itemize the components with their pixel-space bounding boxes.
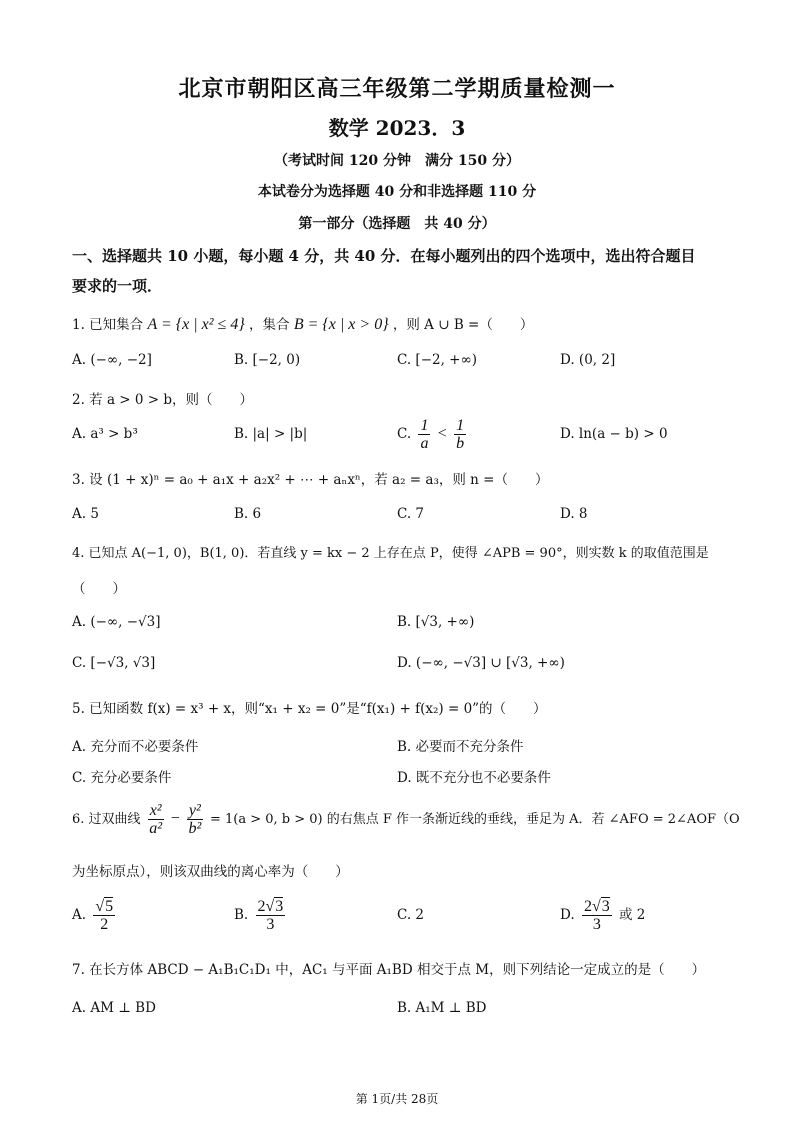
- q3-option-a: A. 5: [72, 506, 99, 522]
- q5-option-c: C. 充分必要条件: [72, 770, 172, 786]
- q1-option-a: A. (−∞, −2]: [72, 352, 152, 368]
- exam-info: （考试时间 120 分钟 满分 150 分）: [274, 153, 520, 169]
- fraction-sqrt5-over-2: $\frac{√5}{2}$: [95, 898, 114, 933]
- section-instruction-line2: 要求的一项．: [72, 277, 163, 295]
- section-instruction-line1: 一、选择题共 10 小题，每小题 4 分，共 40 分．在每小题列出的四个选项中，选出符合题目: [72, 247, 696, 265]
- q5-option-a: A. 充分而不必要条件: [72, 739, 199, 755]
- page-title: 北京市朝阳区高三年级第二学期质量检测一: [178, 76, 616, 102]
- question-4-stem-line2: （ ）: [72, 581, 126, 597]
- page-number-footer: 第 1页/共 28页: [355, 1092, 439, 1106]
- q2-option-b: B. |a| > |b|: [234, 426, 308, 442]
- fraction-2sqrt3-over-3: $\frac{2√3}{3}$: [257, 898, 284, 933]
- q4-option-b: B. [√3, +∞): [397, 614, 475, 630]
- fraction-1-over-a: $\frac{1}{a}$: [420, 417, 429, 452]
- question-1-stem: 1. 已知集合 A = {x | x² ≤ 4} ，集合 B = {x | x > 0} ，则 A ∪ B =（ ）: [72, 316, 534, 333]
- q4-option-d: D. (−∞, −√3] ∪ [√3, +∞): [397, 655, 565, 671]
- q3-option-b: B. 6: [234, 506, 262, 522]
- q1-option-b: B. [−2, 0): [234, 352, 301, 368]
- q3-option-d: D. 8: [560, 506, 588, 522]
- q7-option-a: A. AM ⊥ BD: [72, 1000, 156, 1016]
- exam-composition: 本试卷分为选择题 40 分和非选择题 110 分: [257, 184, 537, 200]
- fraction-1-over-b: $\frac{1}{b}$: [456, 417, 465, 452]
- q4-option-c: C. [−√3, √3]: [72, 655, 156, 671]
- q6-option-a: A. $\frac{√5}{2}$: [72, 898, 114, 933]
- question-5-stem: 5. 已知函数 f(x) = x³ + x，则“x₁ + x₂ = 0”是“f(x₁) + f(x₂) = 0”的（ ）: [72, 701, 547, 717]
- q6-option-b: B. $\frac{2√3}{3}$: [234, 898, 284, 933]
- q7-option-b: B. A₁M ⊥ BD: [397, 1000, 487, 1016]
- question-4-stem-line1: 4. 已知点 A(−1, 0)，B(1, 0)．若直线 y = kx − 2 上存在点 P，使得 ∠APB = 90°，则实数 k 的取值范围是: [72, 546, 709, 561]
- question-6-stem-line1: 6. 过双曲线 $\frac{\text{x²}}{\text{a²}}$ − $\frac{\text{y²}}{\text{b²}}$ = 1(a > 0, b > 0) 的右焦点 F 作一条渐近线的垂线，垂足为 A．若 ∠AFO = 2∠AOF（O: [72, 802, 740, 837]
- fraction-2sqrt3-over-3-d: $\frac{2√3}{3}$: [583, 898, 610, 933]
- q5-option-b: B. 必要而不充分条件: [397, 739, 524, 755]
- q2-option-c: C. $\frac{1}{a}$ < $\frac{1}{b}$: [397, 417, 465, 452]
- subject-title: 数学 2023．3: [328, 116, 466, 140]
- q2-option-a: A. a³ > b³: [72, 426, 138, 442]
- fraction-y2-over-b2: $\frac{\text{y²}}{\text{b²}}$: [188, 802, 202, 837]
- q1-option-d: D. (0, 2]: [560, 352, 616, 368]
- set-b-expression: B = {x | x > 0}: [293, 316, 389, 333]
- q5-option-d: D. 既不充分也不必要条件: [397, 770, 551, 786]
- question-7-stem: 7. 在长方体 ABCD − A₁B₁C₁D₁ 中，AC₁ 与平面 A₁BD 相交于点 M，则下列结论一定成立的是（ ）: [72, 962, 706, 978]
- question-2-stem: 2. 若 a > 0 > b，则（ ）: [72, 392, 254, 408]
- q1-option-c: C. [−2, +∞): [397, 352, 478, 368]
- question-6-stem-line2: 为坐标原点），则该双曲线的离心率为（ ）: [72, 864, 349, 880]
- q6-option-c: C. 2: [397, 907, 425, 923]
- part-heading: 第一部分（选择题 共 40 分）: [298, 216, 496, 232]
- fraction-x2-over-a2: $\frac{\text{x²}}{\text{a²}}$: [149, 802, 163, 837]
- question-3-stem: 3. 设 (1 + x)ⁿ = a₀ + a₁x + a₂x² + ⋯ + aₙxⁿ，若 a₂ = a₃，则 n =（ ）: [72, 472, 549, 488]
- q4-option-a: A. (−∞, −√3]: [72, 614, 161, 630]
- q3-option-c: C. 7: [397, 506, 425, 522]
- q2-option-d: D. ln(a − b) > 0: [560, 426, 668, 442]
- q6-option-d: D. $\frac{2√3}{3}$ 或 2: [560, 898, 646, 933]
- set-a-expression: A = {x | x² ≤ 4}: [147, 316, 245, 333]
